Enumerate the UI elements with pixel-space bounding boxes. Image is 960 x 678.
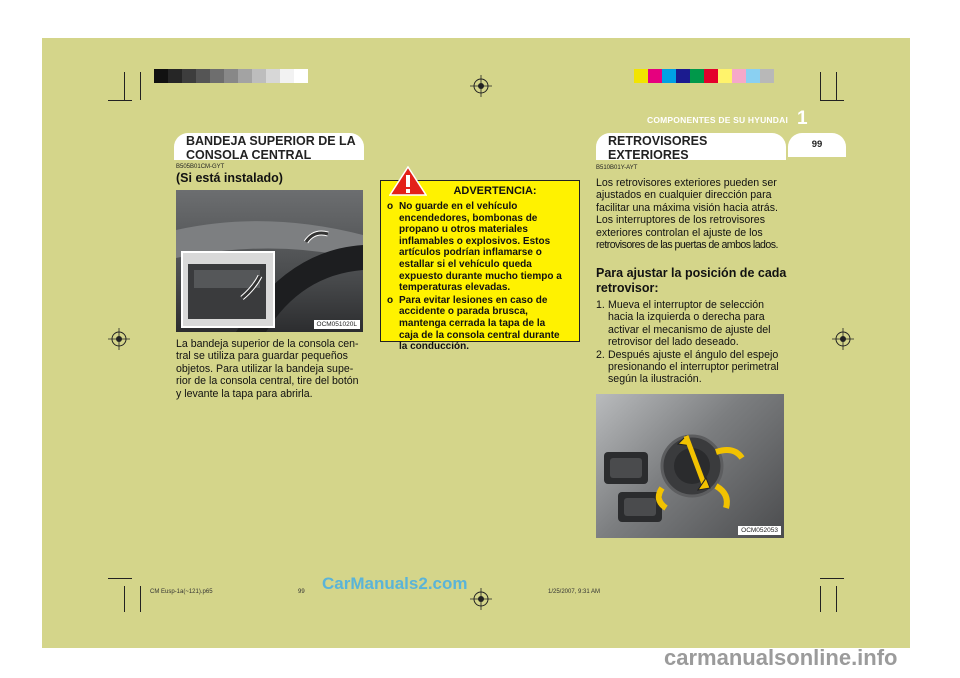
adjust-steps [596,299,784,386]
footer-datetime: 1/25/2007, 9:31 AM [548,589,601,595]
crop-mark [140,586,141,612]
warning-bullet: o [387,201,394,212]
chapter-number: 1 [797,108,808,129]
left-section-code: B505B01CM-GYT [176,164,225,170]
right-section-code: B510B01Y-AYT [596,165,638,171]
right-subheading: Para ajustar la posición de cada retrovisor: [596,266,787,295]
crop-mark [836,72,837,100]
carmanuals-watermark[interactable]: CarManuals2.com [322,574,468,593]
warning-list [387,201,573,354]
left-section-title: BANDEJA SUPERIOR DE LA CONSOLA CENTRAL [186,134,356,162]
mirror-switch-illustration [596,394,784,538]
crop-mark [820,100,844,101]
warning-triangle-icon [389,166,427,196]
crop-mark [108,100,132,101]
warning-item: o No guarde en el vehículo encendedores, bombonas de propano u otros materiales inflamables o explosivos. Estos artículos podrían inflamarse o estallar si el vehículo queda expuesto durante mucho tiempo a temperaturas elevadas. [387,201,562,294]
crop-mark [140,72,141,100]
warning-item: o Para evitar lesiones en caso de accidente o parada brusca, mantenga cerrada la tapa de la caja de la consola central durante la conducción. [387,294,560,353]
footer-page: 99 [298,589,305,595]
console-tray-illustration [176,190,363,332]
header-section-title: COMPONENTES DE SU HYUNDAI [647,115,789,125]
step-item: 1. Mueva el interruptor de selección hacia la izquierda o derecha para activar el mecanismo de ajuste del retrovisor del lado deseado. [596,299,771,349]
photo-label: OCM052053 [738,526,781,535]
left-subtitle: (Si está instalado) [176,171,283,185]
footer-file: CM Eusp-1a(~121).p65 [150,589,213,595]
page-number: 99 [811,139,823,150]
crop-mark [820,72,821,100]
step-item: 2. Después ajuste el ángulo del espejo presionando el interruptor perimetral según la ilustración. [596,348,779,386]
warning-title: ADVERTENCIA: [453,185,537,197]
color-bar [634,69,774,83]
left-paragraph: La bandeja superior de la consola cen- tral se utiliza para guardar pequeños objetos. Para utilizar la bandeja supe- rior de la consola central, tire del botón y levante la tapa para abrirla. [176,338,359,400]
crop-mark [820,586,821,612]
crop-mark [836,586,837,612]
crop-mark [820,578,844,579]
photo-label: OCM051020L [314,320,360,329]
site-watermark[interactable]: carmanualsonline.info [664,645,898,670]
warning-box [380,180,580,353]
registration-target-icon [832,328,854,350]
registration-target-icon [108,328,130,350]
warning-bullet: o [387,294,394,306]
crop-mark [108,578,132,579]
crop-mark [124,586,125,612]
console-tray-photo [176,190,363,332]
registration-target-icon [470,588,492,610]
registration-target-icon [470,75,492,97]
right-section-title: RETROVISORES EXTERIORES [608,134,708,162]
grayscale-bar [154,69,308,83]
right-paragraph: Los retrovisores exteriores pueden ser ajustados en cualquier dirección para facilitar una máxima visión hacia atrás. Los interruptores de los retrovisores exteriores controlan el ajuste de los retrovisores de las puertas de ambos lados. [596,177,778,252]
crop-mark [124,72,125,100]
mirror-switch-photo [596,394,784,538]
